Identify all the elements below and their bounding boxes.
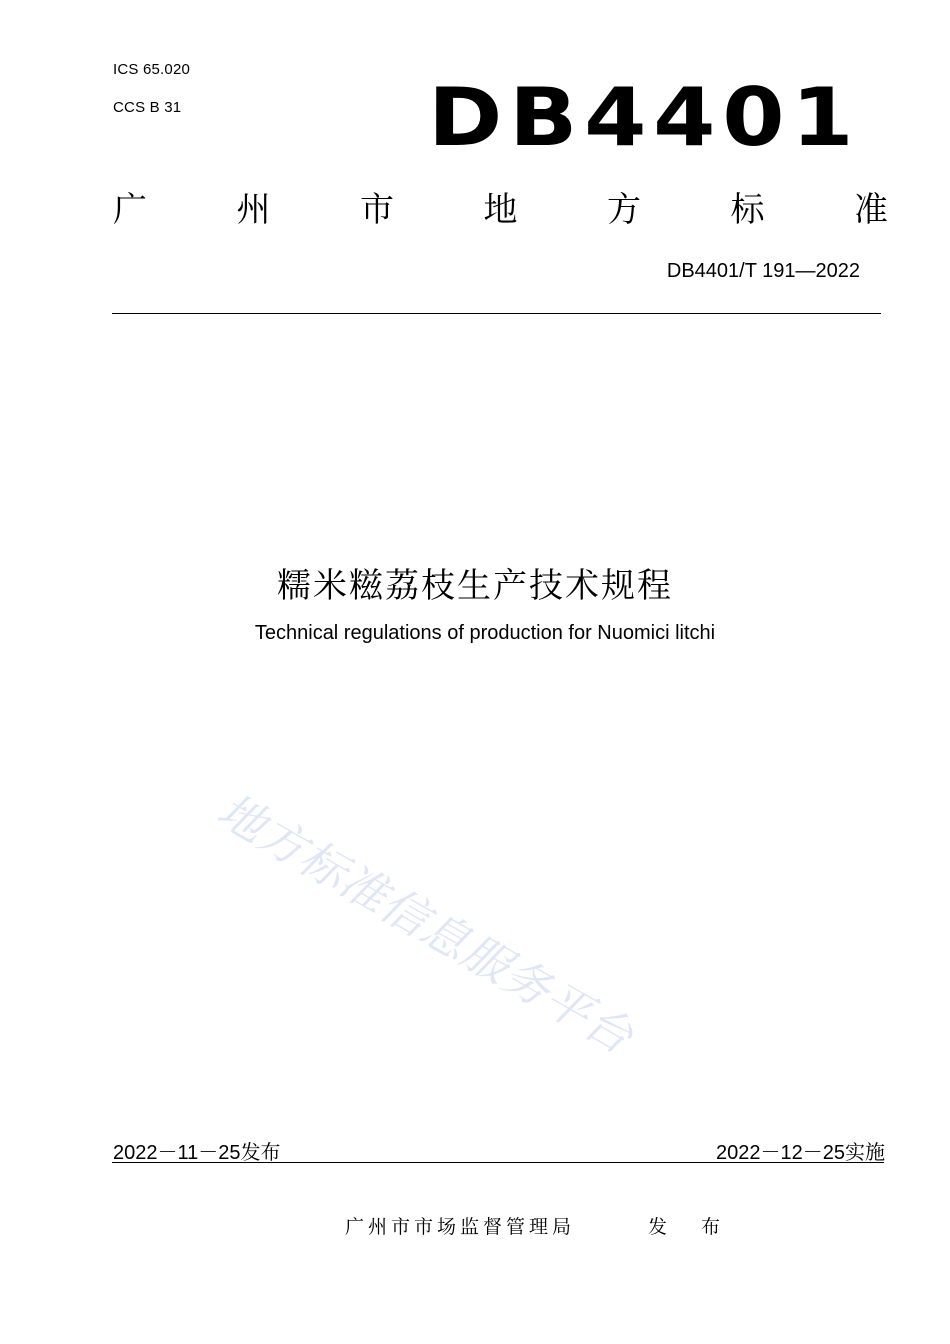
standard-number: DB4401/T 191—2022 [666,260,860,282]
standard-logo: DB4401 [428,71,861,164]
header-divider [112,313,881,314]
issue-date-label: 发布 [240,1140,281,1164]
publish-label: 发 布 [648,1216,735,1238]
standard-type-char: 标 [730,190,765,230]
standard-type-char: 方 [607,190,641,230]
implementation-date-value: 2022－12－25 [716,1142,845,1164]
standard-type [113,190,888,230]
ics-code: ICS 65.020 [113,61,191,78]
implementation-date [716,1136,885,1165]
standard-type-char: 准 [854,190,888,230]
watermark: 地方标准信息服务平台 [208,782,643,1065]
standard-type-char: 州 [236,190,271,230]
publisher: 广州市市场监督管理局 [345,1216,576,1238]
ccs-code: CCS B 31 [113,99,182,116]
footer-divider [112,1162,884,1163]
standard-type-char: 市 [360,190,394,230]
document-title-chinese: 糯米糍荔枝生产技术规程 [277,566,673,606]
document-title-english: Technical regulations of production for Nuomici litchi [254,622,716,644]
implementation-date-label: 实施 [845,1140,885,1164]
standard-type-char: 地 [483,190,518,230]
standard-type-char: 广 [113,190,147,230]
issue-date [113,1136,281,1165]
issue-date-value: 2022－11－25 [113,1142,241,1164]
